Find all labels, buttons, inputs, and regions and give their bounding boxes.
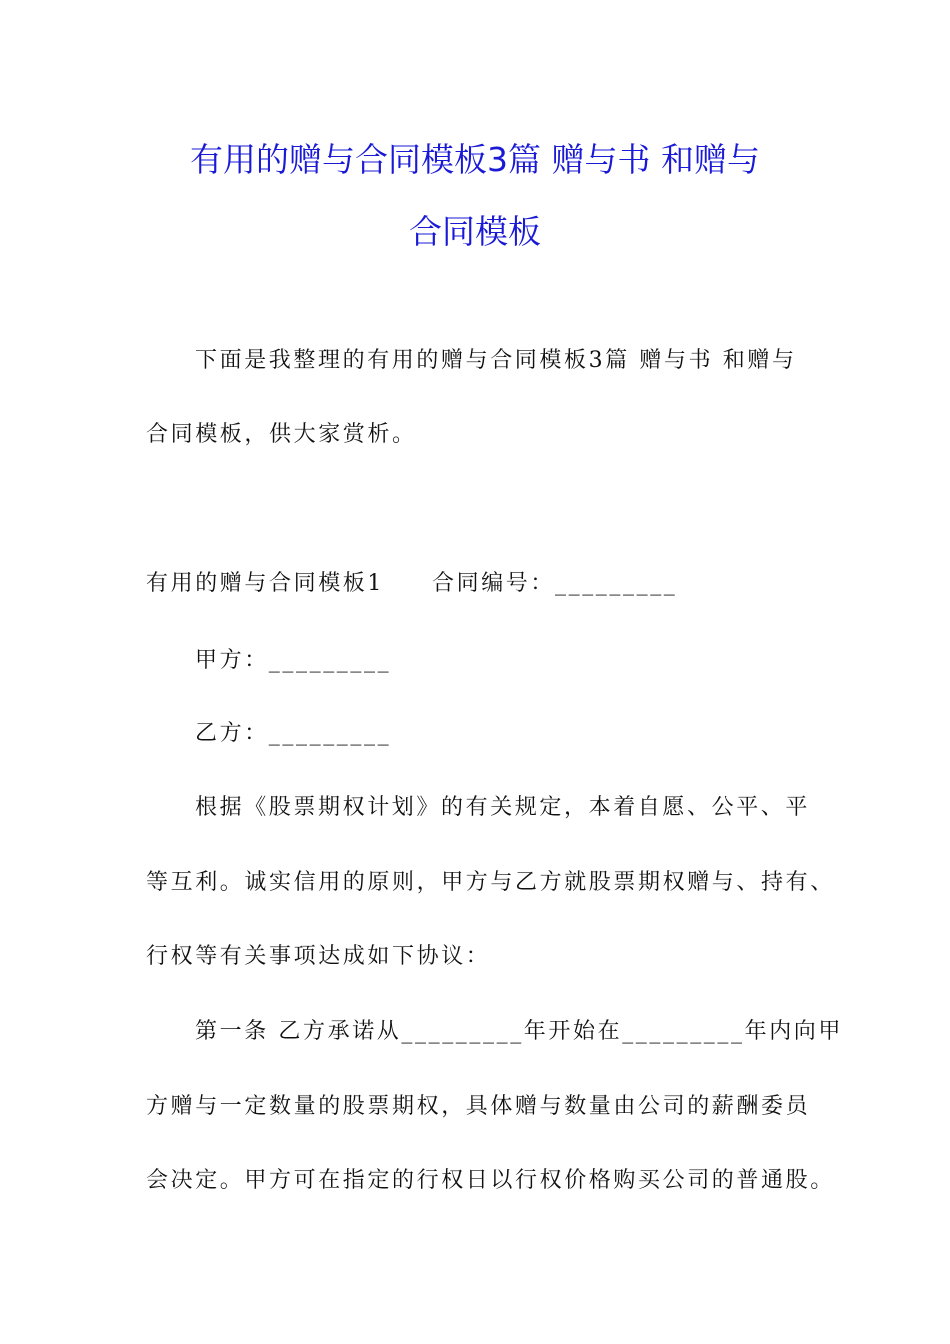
contract-number-field: 合同编号：_________ — [432, 571, 678, 596]
paragraph-1-line-2: 等互利。诚实信用的原则，甲方与乙方就股票期权赠与、持有、 — [146, 870, 835, 895]
intro-line-2: 合同模板，供大家赏析。 — [146, 422, 417, 447]
paragraph-2-line-3: 会决定。甲方可在指定的行权日以行权价格购买公司的普通股。 — [146, 1168, 835, 1193]
section-heading-row — [146, 571, 677, 597]
document-title-line-1: 有用的赠与合同模板3篇 赠与书 和赠与 — [190, 140, 760, 179]
paragraph-1-line-1: 根据《股票期权计划》的有关规定，本着自愿、公平、平 — [195, 795, 811, 820]
document-title-line-2: 合同模板 — [409, 212, 541, 251]
section-heading: 有用的赠与合同模板1 — [146, 571, 384, 596]
paragraph-1-line-3: 行权等有关事项达成如下协议： — [146, 944, 491, 969]
party-a-field: 甲方：_________ — [195, 648, 392, 673]
paragraph-2-line-2: 方赠与一定数量的股票期权，具体赠与数量由公司的薪酬委员 — [146, 1094, 811, 1119]
paragraph-2-line-1: 第一条 乙方承诺从_________年开始在_________年内向甲 — [195, 1019, 843, 1044]
intro-line-1: 下面是我整理的有用的赠与合同模板3篇 赠与书 和赠与 — [195, 348, 797, 373]
party-b-field: 乙方：_________ — [195, 721, 392, 746]
